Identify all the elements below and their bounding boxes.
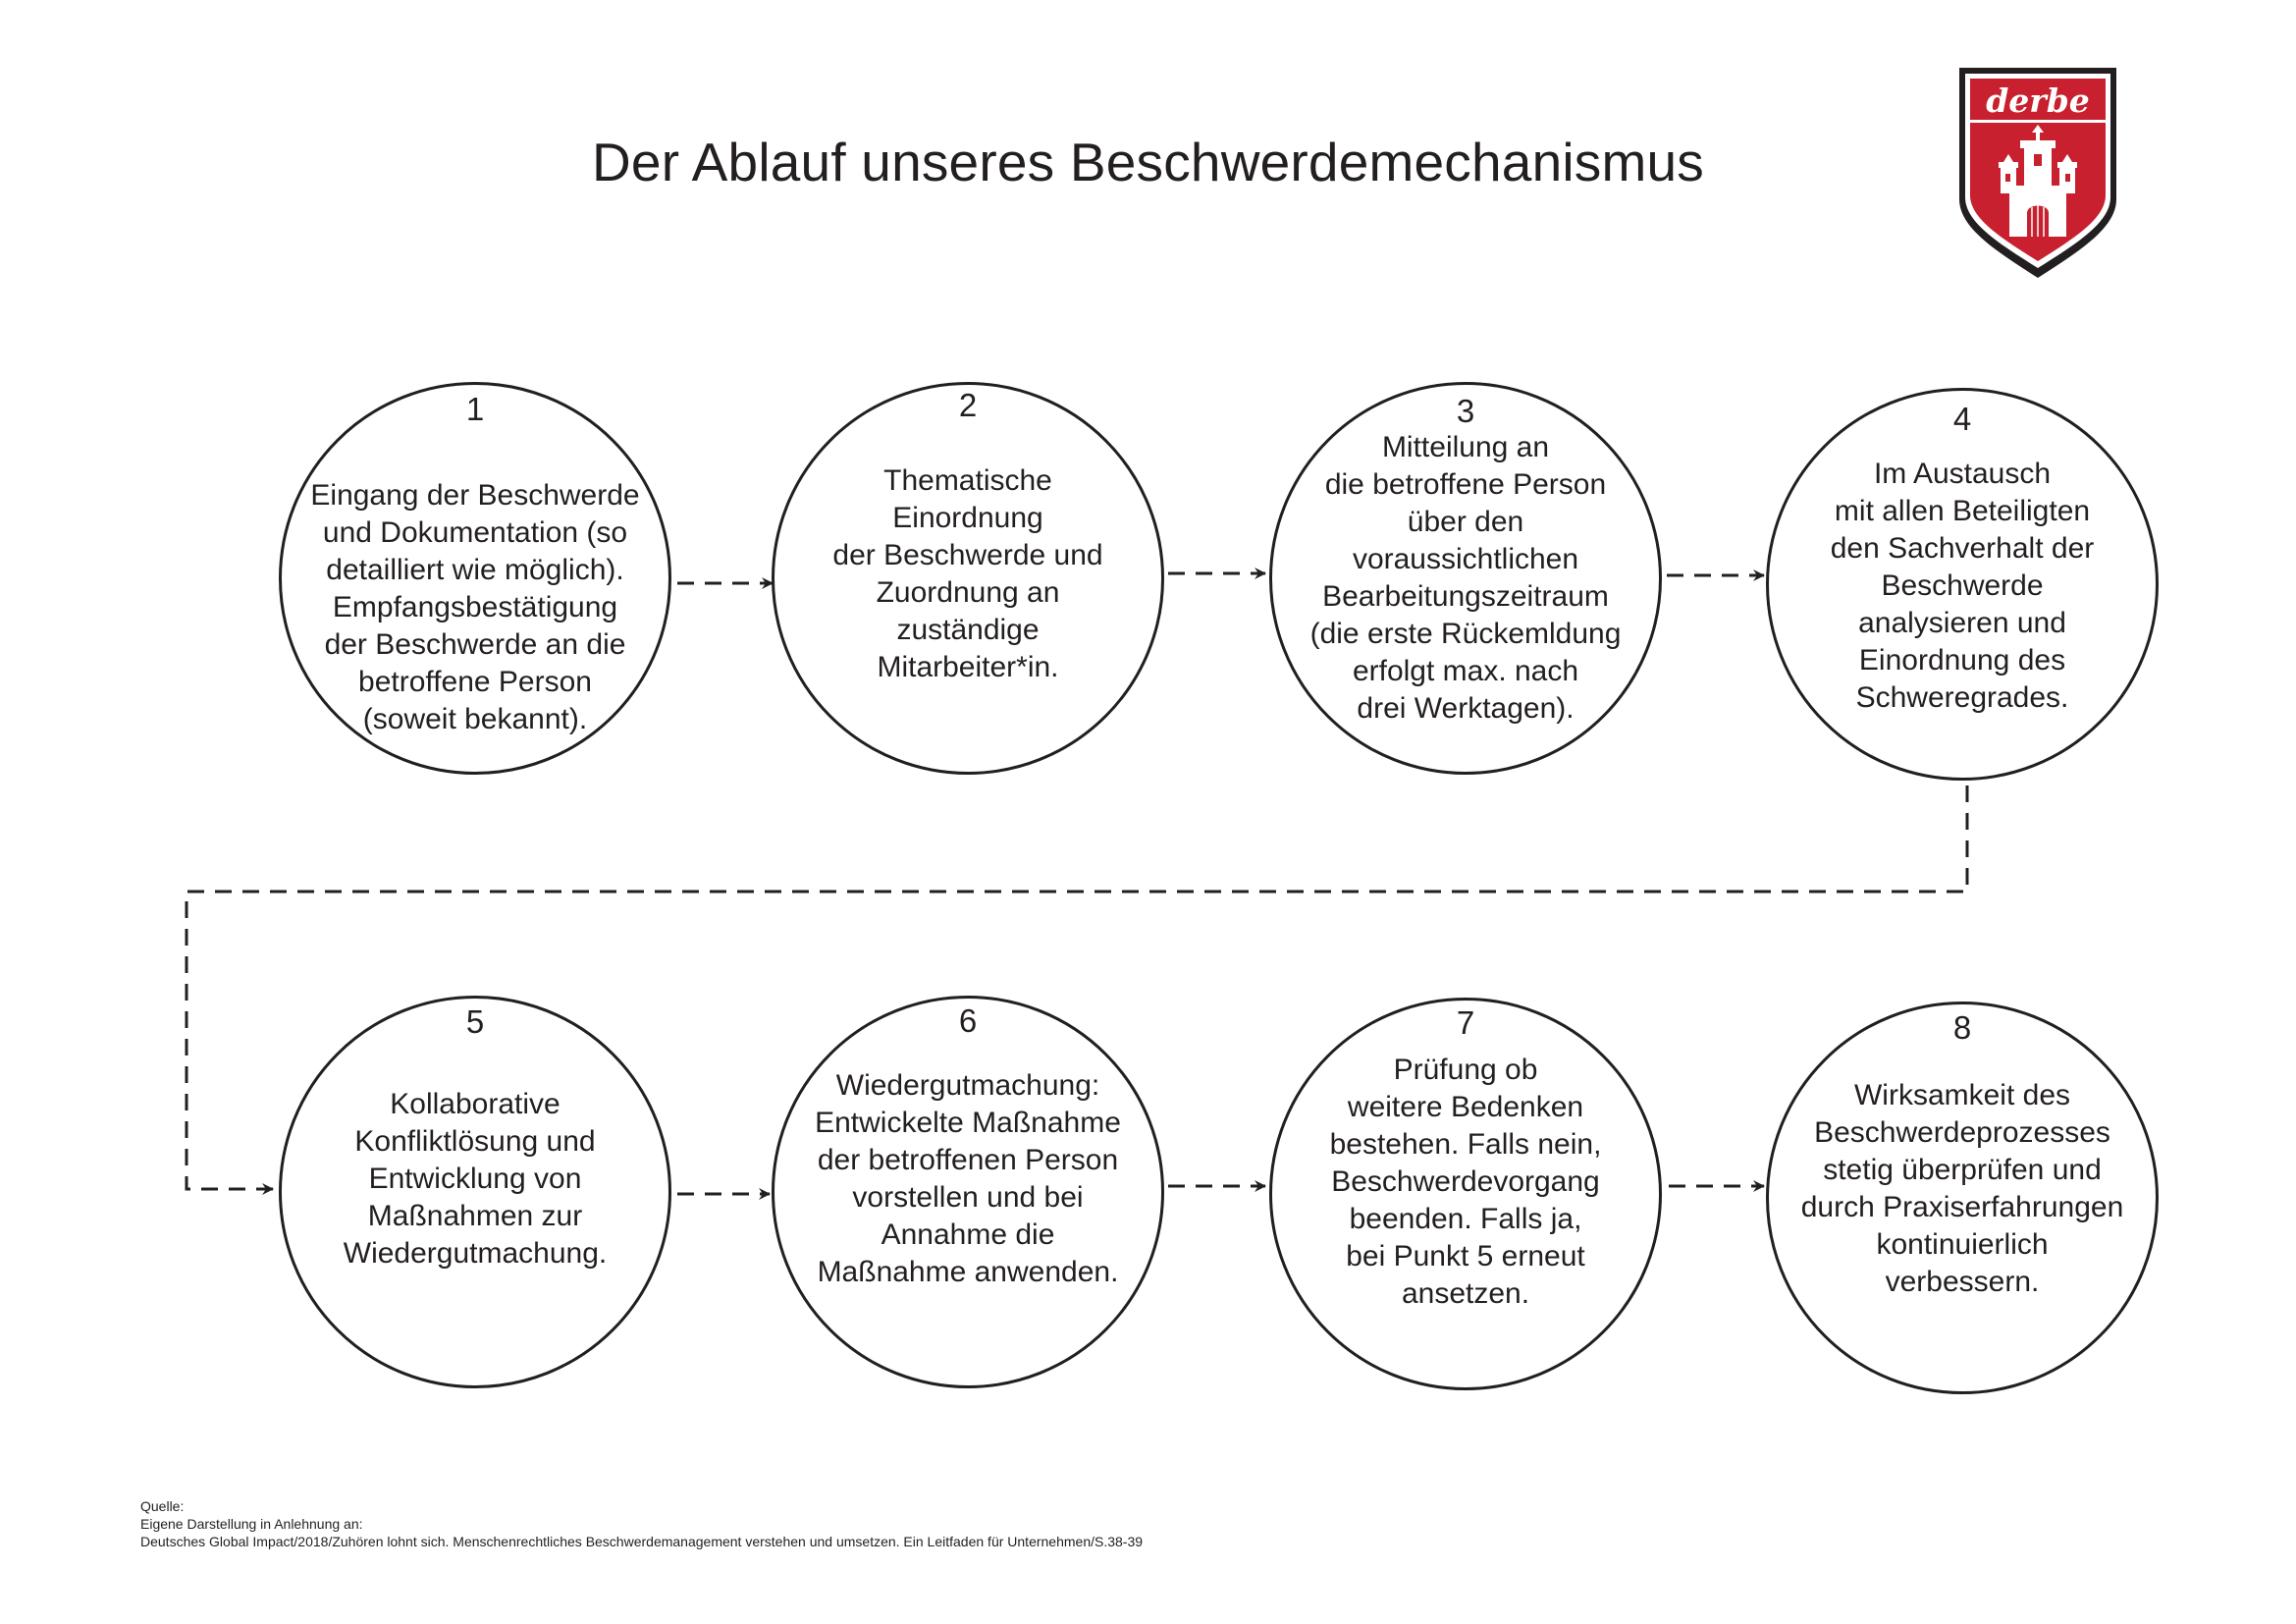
step-8	[1766, 1001, 2159, 1394]
step-number: 2	[958, 387, 978, 423]
step-text: Wiedergutmachung: Entwickelte Maßnahme der betroffenen Person vorstellen und bei Annahme die Maßnahme anwenden.	[815, 1069, 1121, 1288]
step-number: 6	[958, 1002, 978, 1039]
step-number: 1	[465, 391, 485, 427]
page-title: Der Ablauf unseres Beschwerdemechanismus	[591, 132, 1704, 192]
step-text: Prüfung ob weitere Bedenken bestehen. Falls nein, Beschwerdevorgang beenden. Falls ja, bei Punkt 5 erneut ansetzen.	[1329, 1054, 1602, 1310]
source-line-2: Deutsches Global Impact/2018/Zuhören lohnt sich. Menschenrechtliches Beschwerdemanagement verstehen und umsetzen. Ein Leitfaden für Unternehmen/S.38-39	[140, 1534, 1144, 1549]
step-text: Wirksamkeit des Beschwerdeprozesses stetig überprüfen und durch Praxiserfahrungen kontinuierlich verbessern.	[1800, 1079, 2124, 1298]
source-citation	[140, 1497, 1143, 1550]
step-text: Kollaborative Konfliktlösung und Entwicklung von Maßnahmen zur Wiedergutmachung.	[343, 1088, 608, 1270]
step-number: 7	[1456, 1004, 1475, 1041]
step-number: 4	[1952, 401, 1972, 437]
step-2	[772, 382, 1164, 775]
step-text: Eingang der Beschwerde und Dokumentation (so detailliert wie möglich). Empfangsbestätigung der Beschwerde an die betroffene Person (soweit bekannt).	[310, 479, 640, 735]
logo-wordmark: derbe	[1986, 81, 2090, 120]
step-text: Thematische Einordnung der Beschwerde und Zuordnung an zuständige Mitarbeiter*in.	[832, 464, 1103, 683]
step-1	[279, 382, 671, 775]
source-label: Quelle:	[140, 1498, 185, 1514]
step-5	[279, 996, 671, 1388]
step-number: 3	[1456, 393, 1475, 429]
step-text: Mitteilung an die betroffene Person über den voraussichtlichen Bearbeitungszeitraum (die erste Rückemldung erfolgt max. nach drei Werktagen).	[1309, 431, 1622, 725]
step-3	[1269, 382, 1662, 775]
step-number: 5	[465, 1003, 485, 1040]
step-text: Im Austausch mit allen Beteiligten den Sachverhalt der Beschwerde analysieren und Einordnung des Schweregrades.	[1830, 458, 2095, 714]
source-line-1: Eigene Darstellung in Anlehnung an:	[140, 1516, 363, 1532]
step-number: 8	[1952, 1009, 1972, 1046]
step-6	[772, 996, 1164, 1388]
step-7	[1269, 998, 1662, 1390]
step-4	[1766, 388, 2159, 781]
